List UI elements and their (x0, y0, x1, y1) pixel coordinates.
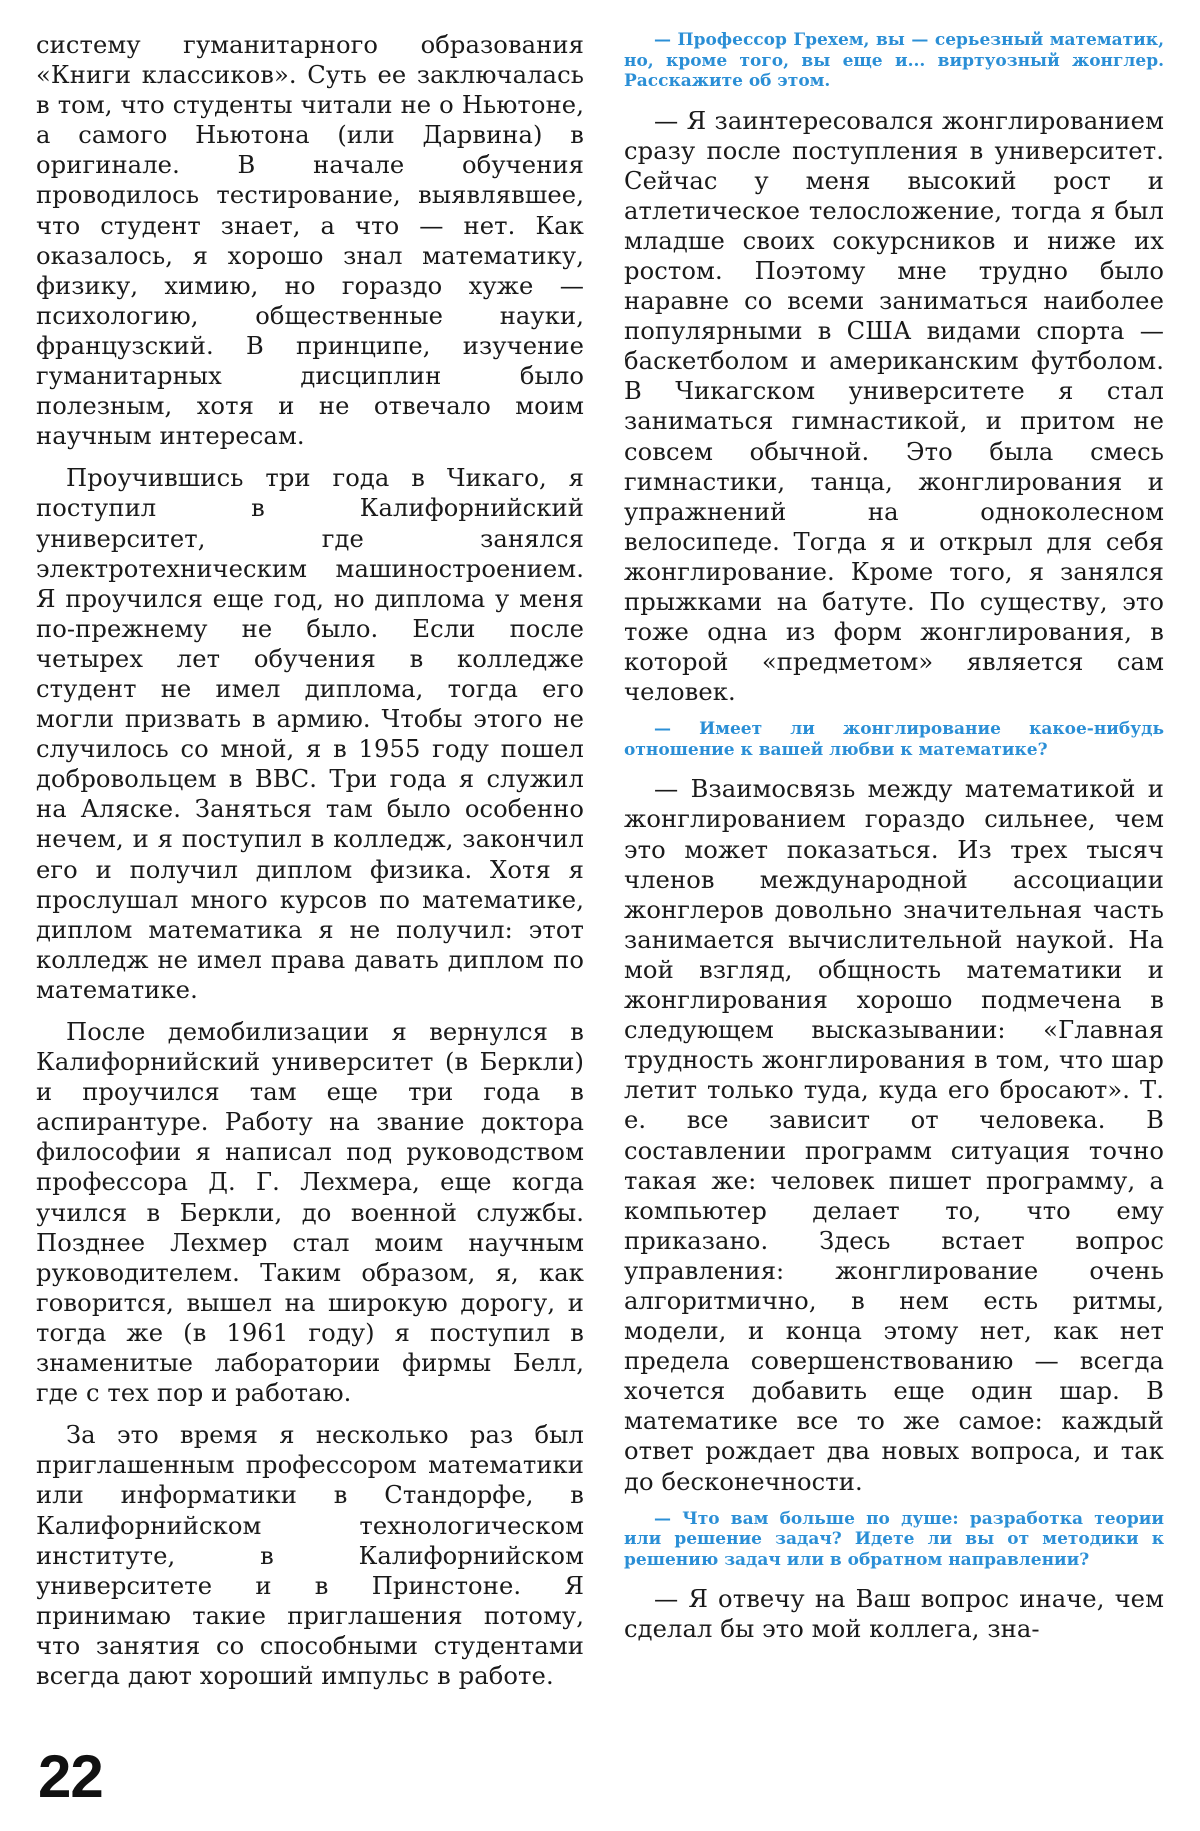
interview-answer: — Я заинтересовался жонглированием сразу после поступления в университет. Сейчас у меня высокий рост и атлетическое телосложение, тогда я был младше своих сокурсников и ниже их ростом. Поэтому мне трудно было наравне со всеми заниматься наиболее популярными в США видами спорта — баскетболом и американским футболом. В Чикагском университете я стал заниматься гимнастикой, и притом не совсем обычной. Это была смесь гимнастики, танца, жонглирования и упражнений на одноколесном велосипеде. Тогда я и открыл для себя жонглирование. Кроме того, я занялся прыжками на батуте. По существу, это тоже одна из форм жонглирования, в которой «предметом» является сам человек. (624, 106, 1164, 707)
interview-question: — Профессор Грехем, вы — серьезный математик, но, кроме того, вы еще и... виртуозный жонглер. Расскажите об этом. (624, 30, 1164, 91)
interview-question: — Имеет ли жонглирование какое-нибудь отношение к вашей любви к математике? (624, 719, 1164, 760)
left-column (36, 30, 584, 1703)
page-number: 22 (38, 1743, 103, 1810)
article-paragraph: После демобилизации я вернулся в Калифорнийский университет (в Беркли) и проучился там еще три года в аспирантуре. Работу на звание доктора философии я написал под руководством профессора Д. Г. Лехмера, еще когда учился в Беркли, до военной службы. Позднее Лехмер стал моим научным руководителем. Таким образом, я, как говорится, вышел на широкую дорогу, и тогда же (в 1961 году) я поступил в знаменитые лаборатории фирмы Белл, где с тех пор и работаю. (36, 1018, 584, 1408)
article-paragraph: Проучившись три года в Чикаго, я поступил в Калифорнийский университет, где занялся электротехническим машиностроением. Я проучился еще год, но диплома у меня по-прежнему не было. Если после четырех лет обучения в колледже студент не имел диплома, тогда его могли призвать в армию. Чтобы этого не случилось со мной, я в 1955 году пошел добровольцем в ВВС. Три года я служил на Аляске. Заняться там было особенно нечем, и я поступил в колледж, закончил его и получил диплом физика. Хотя я прослушал много курсов по математике, диплом математика я не получил: этот колледж не имел права давать диплом по математике. (36, 464, 584, 1004)
interview-question: — Что вам больше по душе: разработка теории или решение задач? Идете ли вы от методики к решению задач или в обратном направлении? (624, 1508, 1164, 1570)
article-paragraph: систему гуманитарного образования «Книги классиков». Суть ее заключалась в том, что студенты читали не о Ньютоне, а самого Ньютона (или Дарвина) в оригинале. В начале обучения проводилось тестирование, выявлявшее, что студент знает, а что — нет. Как оказалось, я хорошо знал математику, физику, химию, но гораздо хуже — психологию, общественные науки, французский. В принципе, изучение гуманитарных дисциплин было полезным, хотя и не отвечало моим научным интересам. (36, 31, 584, 451)
interview-answer: — Взаимосвязь между математикой и жонглированием гораздо сильнее, чем это может показаться. Из трех тысяч членов международной ассоциации жонглеров довольно значительная часть занимается вычислительной наукой. На мой взгляд, общность математики и жонглирования хорошо подмечена в следующем высказывании: «Главная трудность жонглирования в том, что шар летит только туда, куда его бросают». Т. е. все зависит от человека. В составлении программ ситуация точно такая же: человек пишет программу, а компьютер делает то, что ему приказано. Здесь встает вопрос управления: жонглирование очень алгоритмично, в нем есть ритмы, модели, и конца этому нет, как нет предела совершенствованию — всегда хочется добавить еще один шар. В математике все то же самое: каждый ответ рождает два новых вопроса, и так до бесконечности. (624, 775, 1164, 1496)
article-paragraph: За это время я несколько раз был приглашенным профессором математики или информатики в Стандорфе, в Калифорнийском технологическом институте, в Калифорнийском университете и в Принстоне. Я принимаю такие приглашения потому, что занятия со способными студентами всегда дают хороший импульс в работе. (36, 1421, 584, 1690)
interview-answer: — Я отвечу на Ваш вопрос иначе, чем сделал бы это мой коллега, зна- (624, 1585, 1164, 1644)
right-column (624, 30, 1164, 1656)
